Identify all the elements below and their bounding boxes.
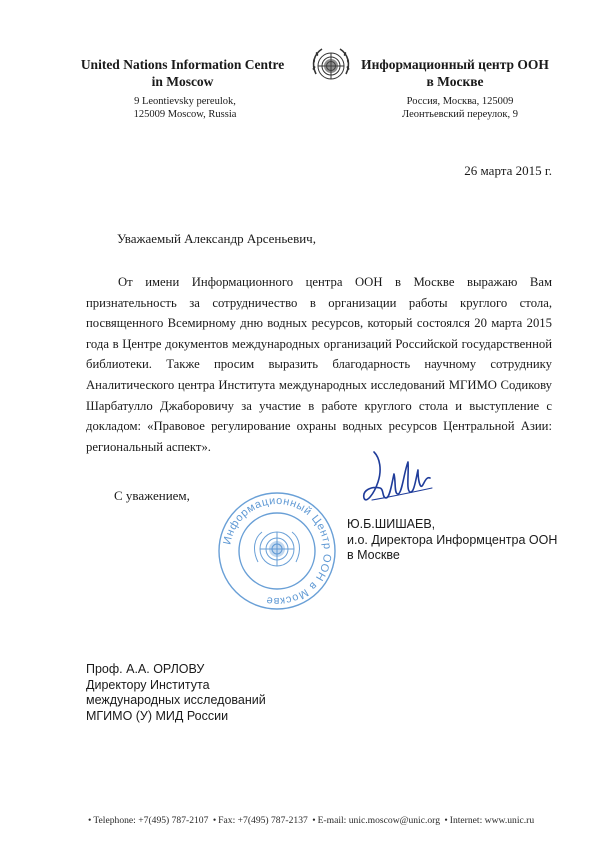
recipient-line2: Директору Института — [86, 677, 210, 692]
signer-title-line1: и.о. Директора Информцентра ООН — [347, 532, 558, 547]
handwritten-signature — [360, 448, 440, 518]
letter-paragraph: От имени Информационного центра ООН в Москве выражаю Вам признательность за сотрудничество в организации работы круглого стола, посвященного Всемирному дню водных ресурсов, который состоялся 20 марта 2015 года в Центре документов международных организаций Российской государственной библиотеки. Также просим выразить благодарность научному сотруднику Аналитического центра Института международных исследований МГИМО Содикову Шарбатулло Джаборовичу за участие в работе круглого стола и выступление с докладом: «Правовое регулирование охраны водных ресурсов Центральной Азии: региональный аспект». — [86, 275, 552, 454]
footer-contacts: • Telephone: +7(495) 787-2107 • Fax: +7(495) 787-2137 • E-mail: unic.moscow@unic.org • Internet: www.unic.ru — [88, 815, 535, 826]
header-ru-address-line2: Леонтьевский переулок, 9 — [402, 109, 518, 120]
letter-greeting: Уважаемый Александр Арсеньевич, — [117, 231, 316, 246]
footer-email: E-mail: unic.moscow@unic.org — [317, 815, 440, 826]
footer-telephone: Telephone: +7(495) 787-2107 — [93, 815, 209, 826]
recipient-block — [86, 662, 266, 724]
header-en-title-line1: United Nations Information Centre — [80, 57, 285, 72]
letter-body — [86, 272, 552, 457]
header-en-title-line2: in Moscow — [151, 74, 214, 89]
header-ru-title — [350, 56, 560, 90]
footer-internet: Internet: www.unic.ru — [449, 815, 535, 826]
header-en-address-line2: 125009 Moscow, Russia — [133, 109, 237, 120]
recipient-line4: МГИМО (У) МИД России — [86, 708, 229, 723]
stamp-text: Информационный Центр ООН в Москве — [221, 494, 334, 608]
official-stamp — [216, 490, 338, 612]
header-ru-title-line2: в Москве — [426, 74, 484, 89]
recipient-line3: международных исследований — [86, 693, 266, 707]
header-en-address-line1: 9 Leontievsky pereulok, — [134, 96, 236, 107]
signer-title-line2: в Москве — [347, 548, 400, 562]
header-en-address — [100, 95, 270, 121]
header-en-title — [60, 56, 305, 90]
letter-date: 26 марта 2015 г. — [464, 163, 552, 178]
footer-fax: Fax: +7(495) 787-2137 — [218, 815, 308, 826]
header-ru-address-line1: Россия, Москва, 125009 — [406, 96, 514, 107]
signer-block — [347, 517, 567, 564]
signer-name: Ю.Б.ШИШАЕВ, — [347, 517, 436, 531]
un-emblem-icon — [308, 44, 354, 90]
recipient-line1: Проф. А.А. ОРЛОВУ — [86, 662, 205, 676]
header-ru-title-line1: Информационный центр ООН — [361, 57, 549, 72]
header-ru-address — [375, 95, 545, 121]
letter-closing: С уважением, — [114, 488, 190, 503]
